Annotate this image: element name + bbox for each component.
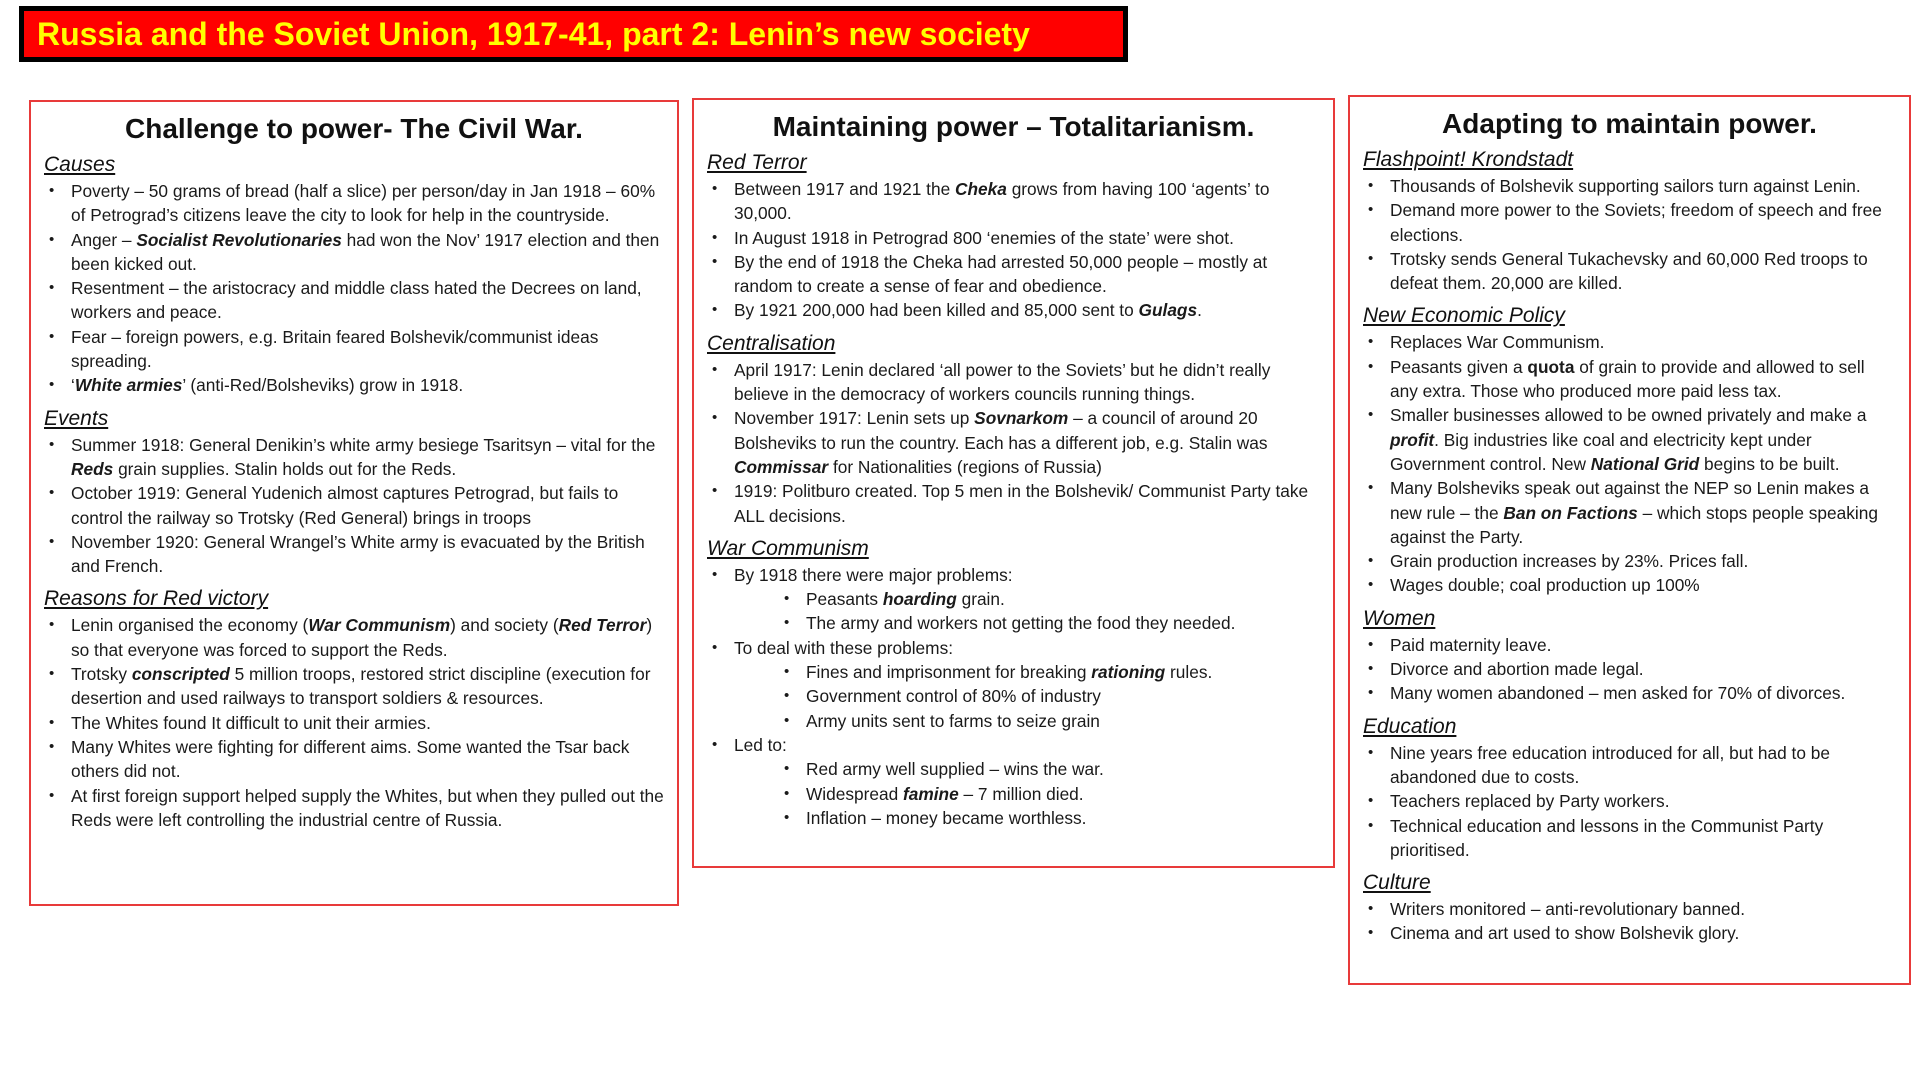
bullet-icon: •: [712, 252, 718, 270]
bullet-icon: •: [712, 482, 718, 500]
item-text: had won the Nov’ 1917 election and then been kicked out.: [71, 229, 660, 274]
section-heading: Flashpoint! Krondstadt: [1363, 148, 1574, 171]
item-text: Demand more power to the Soviets; freedom of speech and free elections.: [1390, 200, 1882, 245]
list-item: [43, 784, 665, 833]
bullet-list: [43, 613, 665, 832]
title-banner: [19, 6, 1128, 62]
list-item: [1362, 789, 1897, 813]
sub-list-item: [706, 684, 1321, 708]
bullet-icon: •: [1368, 684, 1374, 702]
emphasis-text: Reds: [71, 458, 114, 479]
list-item: [706, 226, 1321, 250]
panel-civil-war: [29, 100, 679, 906]
bullet-icon: •: [49, 665, 55, 683]
emphasis-text: Anger: [71, 229, 118, 250]
list-item: [43, 373, 665, 397]
emphasis-text: Fear: [71, 326, 107, 347]
item-text: By the end of 1918 the Cheka had arrested 50,000 people – mostly at random to create a sense of fear and obedience.: [734, 251, 1268, 297]
emphasis-text: Commissar: [734, 456, 829, 477]
item-text: .: [1197, 300, 1202, 321]
item-text: Thousands of Bolshevik supporting sailors turn against Lenin.: [1390, 176, 1861, 196]
bullet-list: [706, 563, 1321, 830]
bullet-icon: •: [784, 687, 790, 705]
item-text: Lenin declared ‘all power to the Soviets’ but he didn’t really believe in the democracy of workers councils running things.: [734, 359, 1271, 405]
item-text: ) and society (: [450, 615, 559, 636]
item-text: Smaller businesses allowed to be owned privately and make a: [1390, 405, 1867, 426]
item-text: Between 1917 and 1921 the: [734, 179, 956, 199]
emphasis-text: conscripted: [131, 664, 230, 685]
bullet-icon: •: [49, 230, 55, 248]
bullet-list: [706, 177, 1321, 323]
bullet-icon: •: [784, 590, 790, 608]
bullet-icon: •: [49, 327, 55, 345]
bullet-list: [1362, 633, 1897, 706]
panel-totalitarianism: [692, 98, 1335, 868]
bullet-icon: •: [49, 435, 55, 453]
bullet-list: [706, 358, 1321, 528]
emphasis-text: Cheka: [955, 179, 1007, 199]
emphasis-text: Gulags: [1138, 300, 1198, 321]
emphasis-text: Red Terror: [558, 615, 647, 636]
panel-heading: Adapting to maintain power.: [1442, 108, 1817, 139]
list-item: [1362, 741, 1897, 790]
bullet-icon: •: [49, 737, 55, 755]
bullet-icon: •: [49, 484, 55, 502]
bullet-icon: •: [784, 808, 790, 826]
panel-heading: Challenge to power- The Civil War.: [125, 113, 583, 144]
page-title: Russia and the Soviet Union, 1917-41, part 2: Lenin’s new society: [37, 15, 1030, 52]
item-text: By 1918 there were major problems:: [734, 564, 1013, 585]
item-text: Many women abandoned – men asked for 70% of divorces.: [1390, 683, 1846, 704]
list-item: [706, 636, 1321, 660]
emphasis-text: October 1919:: [71, 483, 181, 504]
sub-list-item: [706, 709, 1321, 733]
emphasis-text: Ban on Factions: [1503, 502, 1638, 523]
list-item: [43, 433, 665, 482]
list-item: [1362, 476, 1897, 549]
list-item: [1362, 403, 1897, 476]
item-text: Technical education and lessons in the Communist Party prioritised.: [1390, 815, 1824, 860]
sub-list-item: [706, 757, 1321, 781]
bullet-icon: •: [49, 376, 55, 394]
list-item: [43, 228, 665, 277]
list-item: [43, 179, 665, 228]
bullet-icon: •: [712, 228, 718, 246]
item-text: In August 1918 in Petrograd 800 ‘enemies of the state’ were shot.: [734, 227, 1234, 248]
list-item: [1362, 549, 1897, 573]
item-text: Army units sent to farms to seize grain: [806, 710, 1100, 731]
emphasis-text: War Communism: [308, 615, 451, 636]
item-text: – 50 grams of bread (half a slice) per person/day in Jan 1918 – 60% of Petrograd’s citizens leave the city to look for help in the countryside.: [71, 181, 656, 226]
item-text: Fines and imprisonment for breaking: [806, 662, 1092, 683]
panel-adapting: [1348, 95, 1911, 985]
list-item: [706, 406, 1321, 479]
emphasis-text: White armies: [74, 375, 183, 396]
list-item: [1362, 897, 1897, 921]
bullet-icon: •: [1368, 201, 1374, 219]
item-text: The Whites found It difficult to unit their armies.: [71, 712, 431, 733]
bullet-icon: •: [49, 786, 55, 804]
bullet-icon: •: [712, 409, 718, 427]
list-item: [706, 177, 1321, 226]
list-item: [43, 276, 665, 325]
emphasis-text: Poverty: [71, 181, 130, 201]
list-item: [43, 662, 665, 711]
item-text: of grain to provide and allowed to sell any extra. Those who produced more paid less tax.: [1390, 356, 1865, 402]
panel-heading: Maintaining power – Totalitarianism.: [772, 111, 1255, 142]
section-heading: Causes: [44, 153, 116, 176]
bullet-icon: •: [784, 760, 790, 778]
bullet-icon: •: [1368, 576, 1374, 594]
emphasis-text: rationing: [1091, 662, 1166, 683]
section-heading: War Communism: [707, 536, 869, 560]
item-text: Wages double; coal production up 100%: [1390, 575, 1700, 596]
section-heading: Events: [44, 406, 109, 430]
item-text: Trotsky: [71, 664, 132, 685]
list-item: [706, 563, 1321, 587]
bullet-icon: •: [712, 565, 718, 583]
list-item: [43, 711, 665, 735]
emphasis-text: Summer 1918:: [71, 434, 185, 455]
list-item: [43, 481, 665, 530]
item-text: – 7 million died.: [958, 783, 1084, 804]
section-heading: Reasons for Red victory: [44, 587, 269, 611]
item-text: Lenin organised the economy (: [71, 615, 309, 636]
item-text: Paid maternity leave.: [1390, 634, 1552, 655]
bullet-icon: •: [1368, 177, 1374, 194]
bullet-icon: •: [712, 180, 718, 197]
bullet-icon: •: [1368, 479, 1374, 497]
item-text: Led to:: [734, 734, 787, 755]
emphasis-text: November 1920:: [71, 531, 199, 552]
bullet-icon: •: [49, 616, 55, 634]
emphasis-text: famine: [903, 783, 959, 804]
list-item: [1362, 633, 1897, 657]
list-item: [706, 358, 1321, 407]
item-text: 5 million troops, restored strict discipline (execution for desertion and used railways to transport soldiers & resources.: [71, 664, 651, 709]
bullet-icon: •: [712, 360, 718, 378]
item-text: To deal with these problems:: [734, 637, 954, 658]
item-text: grain.: [956, 589, 1005, 610]
section-heading: New Economic Policy: [1363, 304, 1565, 328]
bullet-list: [1362, 330, 1897, 597]
item-text: Widespread: [806, 783, 904, 804]
list-item: [706, 479, 1321, 528]
item-text: Government control of 80% of industry: [806, 686, 1101, 707]
emphasis-text: November 1917:: [734, 408, 862, 429]
item-text: grows from having 100 ‘agents’ to 30,000.: [734, 179, 1270, 224]
bullet-icon: •: [1368, 816, 1374, 834]
item-text: Replaces War Communism.: [1390, 332, 1605, 353]
emphasis-text: hoarding: [882, 589, 957, 610]
bullet-list: [43, 179, 665, 398]
list-item: [1362, 814, 1897, 863]
bullet-icon: •: [784, 784, 790, 802]
bullet-icon: •: [1368, 357, 1374, 375]
sub-list-item: [706, 806, 1321, 830]
bullet-icon: •: [1368, 900, 1374, 918]
item-text: ‘: [71, 375, 75, 396]
bullet-icon: •: [1368, 249, 1374, 267]
item-text: – the aristocracy and middle class hated the Decrees on land, workers and peace.: [71, 278, 642, 323]
list-item: [1362, 198, 1897, 247]
item-text: The army and workers not getting the food they needed.: [806, 613, 1236, 634]
item-text: Cinema and art used to show Bolshevik glory.: [1390, 923, 1740, 944]
item-text: Nine years free education introduced for all, but had to be abandoned due to costs.: [1390, 742, 1830, 787]
bullet-list: [1362, 741, 1897, 862]
list-item: [706, 298, 1321, 322]
item-text: Teachers replaced by Party workers.: [1390, 791, 1670, 812]
item-text: Divorce and abortion made legal.: [1390, 659, 1644, 680]
bullet-list: [43, 433, 665, 579]
item-text: : Politburo created. Top 5 men in the Bolshevik/ Communist Party take ALL decisions.: [734, 481, 1309, 526]
section-heading: Centralisation: [707, 331, 836, 355]
bullet-icon: •: [49, 182, 55, 199]
item-text: Writers monitored – anti-revolutionary banned.: [1390, 899, 1746, 920]
item-text: General Denikin’s white army besiege Tsaritsyn – vital for the: [184, 434, 656, 455]
item-text: – a council of around 20 Bolsheviks to run the country. Each has a different job, e.g. Stalin was: [734, 408, 1268, 453]
item-text: Peasants: [806, 589, 883, 610]
item-text: Trotsky sends General Tukachevsky and 60,000 Red troops to defeat them. 20,000 are killed.: [1390, 248, 1868, 294]
bullet-icon: •: [49, 532, 55, 550]
emphasis-text: quota: [1527, 356, 1575, 377]
emphasis-text: profit: [1390, 429, 1435, 450]
emphasis-text: Socialist Revolutionaries: [136, 229, 342, 250]
item-text: Many Bolsheviks speak out against the NEP so Lenin makes a new rule – the: [1390, 478, 1870, 523]
bullet-icon: •: [1368, 333, 1374, 351]
section-heading: Red Terror: [707, 151, 807, 174]
emphasis-text: Sovnarkom: [974, 408, 1069, 429]
list-item: [43, 325, 665, 374]
item-text: ’ (anti-Red/Bolsheviks) grow in 1918.: [182, 375, 464, 396]
item-text: Many Whites were fighting for different aims. Some wanted the Tsar back others did not.: [71, 736, 630, 782]
emphasis-text: National Grid: [1590, 453, 1700, 474]
bullet-icon: •: [1368, 660, 1374, 678]
item-text: –: [117, 229, 137, 250]
bullet-icon: •: [1368, 406, 1374, 424]
emphasis-text: Resentment: [71, 278, 165, 299]
section-heading: Education: [1363, 714, 1457, 738]
bullet-icon: •: [784, 711, 790, 729]
bullet-icon: •: [712, 638, 718, 656]
item-text: Red army well supplied – wins the war.: [806, 759, 1104, 780]
sub-list-item: [706, 660, 1321, 684]
list-item: [1362, 657, 1897, 681]
bullet-list: [1362, 174, 1897, 295]
bullet-icon: •: [1368, 743, 1374, 761]
item-text: for Nationalities (regions of Russia): [828, 456, 1102, 477]
list-item: [706, 733, 1321, 757]
list-item: [1362, 247, 1897, 296]
list-item: [1362, 330, 1897, 354]
list-item: [43, 530, 665, 579]
item-text: General Wrangel’s White army is evacuated by the British and French.: [71, 531, 645, 577]
list-item: [43, 613, 665, 662]
item-text: rules.: [1165, 662, 1213, 683]
item-text: begins to be built.: [1699, 453, 1840, 474]
bullet-icon: •: [784, 663, 790, 681]
list-item: [43, 735, 665, 784]
list-item: [1362, 573, 1897, 597]
list-item: [706, 250, 1321, 299]
item-text: Inflation – money became worthless.: [806, 807, 1087, 828]
item-text: At first foreign support helped supply the Whites, but when they pulled out the Reds were left controlling the industrial centre of Russia.: [71, 785, 664, 830]
item-text: ) so that everyone was forced to support the Reds.: [71, 615, 653, 660]
bullet-icon: •: [49, 279, 55, 297]
item-text: By 1921 200,000 had been killed and 85,000 sent to: [734, 300, 1139, 321]
bullet-icon: •: [49, 713, 55, 731]
item-text: Lenin sets up: [861, 408, 975, 429]
bullet-icon: •: [1368, 635, 1374, 653]
item-text: Peasants given a: [1390, 356, 1528, 377]
sub-list-item: [706, 587, 1321, 611]
bullet-icon: •: [712, 735, 718, 753]
bullet-icon: •: [1368, 792, 1374, 810]
section-heading: Culture: [1363, 871, 1431, 895]
item-text: – foreign powers, e.g. Britain feared Bolshevik/communist ideas spreading.: [71, 326, 599, 372]
bullet-icon: •: [1368, 552, 1374, 570]
item-text: grain supplies. Stalin holds out for the Reds.: [113, 458, 457, 479]
section-heading: Women: [1363, 606, 1436, 630]
item-text: General Yudenich almost captures Petrograd, but fails to control the railway so Trotsky (Red General) brings in troops: [71, 483, 619, 528]
bullet-icon: •: [712, 301, 718, 319]
emphasis-text: 1919: [734, 481, 773, 502]
sub-list-item: [706, 611, 1321, 635]
list-item: [1362, 174, 1897, 198]
item-text: – which stops people speaking against the Party.: [1390, 502, 1878, 547]
item-text: Grain production increases by 23%. Prices fall.: [1390, 551, 1749, 572]
emphasis-text: April 1917:: [734, 359, 817, 380]
item-text: . Big industries like coal and electricity kept under Government control. New: [1390, 429, 1812, 474]
bullet-list: [1362, 897, 1897, 946]
list-item: [1362, 681, 1897, 705]
list-item: [1362, 921, 1897, 945]
sub-list-item: [706, 782, 1321, 806]
list-item: [1362, 355, 1897, 404]
bullet-icon: •: [784, 614, 790, 632]
bullet-icon: •: [1368, 924, 1374, 942]
